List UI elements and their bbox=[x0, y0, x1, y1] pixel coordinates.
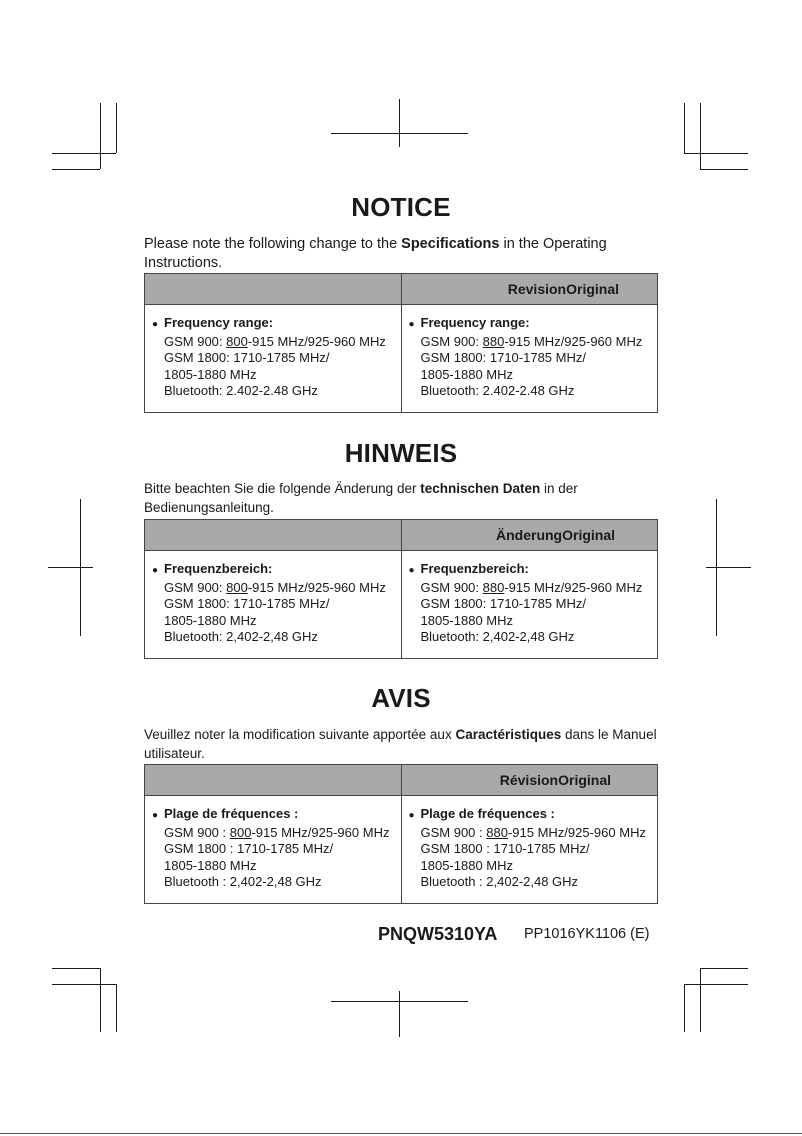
spec-change-table bbox=[144, 519, 658, 659]
gsm900-line: GSM 900: 880-915 MHz/925-960 MHz bbox=[420, 579, 643, 595]
bluetooth-line: Bluetooth: 2.402-2.48 GHz bbox=[164, 383, 318, 398]
original-spec-cell bbox=[401, 551, 658, 659]
spec-title: Frequency range: bbox=[164, 315, 274, 330]
crop-mark-bottom-left-h bbox=[52, 968, 100, 969]
bullet-dot-icon: ● bbox=[408, 565, 415, 576]
spec-change-table bbox=[144, 764, 658, 904]
changed-value: 880 bbox=[482, 333, 505, 349]
gsm1800-cont-line: 1805-1880 MHz bbox=[420, 612, 513, 628]
print-reference: PP1016YK1106 (E) bbox=[524, 926, 650, 942]
table-header bbox=[401, 520, 658, 551]
intro-bold-term: Specifications bbox=[401, 236, 500, 252]
gsm1800-line: GSM 1800: 1710-1785 MHz/ bbox=[420, 596, 586, 611]
original-spec-cell bbox=[401, 796, 658, 904]
changed-value: 880 bbox=[486, 824, 508, 840]
table-header-blank bbox=[145, 274, 402, 305]
page-bottom-edge bbox=[0, 1133, 802, 1134]
bluetooth-line: Bluetooth: 2.402-2.48 GHz bbox=[420, 383, 575, 398]
document-code: PNQW5310YA bbox=[378, 924, 498, 944]
table-header-blank bbox=[145, 520, 402, 551]
changed-value: 880 bbox=[482, 579, 505, 595]
crop-mark-bottom-left-h2 bbox=[52, 984, 116, 985]
gsm900-line: GSM 900: 800-915 MHz/925-960 MHz bbox=[164, 333, 386, 349]
bullet-dot-icon: ● bbox=[408, 810, 415, 821]
crop-mark-bottom-left-v2 bbox=[116, 984, 117, 1032]
revised-spec-cell bbox=[145, 796, 402, 904]
register-mark-left-v bbox=[80, 499, 81, 636]
intro-text-end: in the Operating Instructions. bbox=[144, 236, 607, 271]
table-header-blank bbox=[145, 765, 402, 796]
crop-mark-top-left-h2 bbox=[52, 169, 100, 170]
bluetooth-line: Bluetooth : 2,402-2,48 GHz bbox=[164, 874, 322, 889]
intro-text: Please note the following change to the bbox=[144, 236, 402, 252]
gsm1800-cont-line: 1805-1880 MHz bbox=[420, 366, 513, 382]
crop-mark-top-right-h bbox=[684, 153, 748, 154]
changed-value: 800 bbox=[226, 333, 248, 349]
register-mark-top-v bbox=[399, 99, 400, 147]
section-heading: NOTICE bbox=[351, 192, 451, 222]
register-mark-bottom-v bbox=[399, 991, 400, 1037]
crop-mark-bottom-right-v2 bbox=[700, 968, 701, 1032]
crop-mark-top-left-h bbox=[52, 153, 116, 154]
gsm900-line: GSM 900 : 880-915 MHz/925-960 MHz bbox=[420, 824, 646, 840]
bluetooth-line: Bluetooth : 2,402-2,48 GHz bbox=[420, 874, 579, 889]
bluetooth-line: Bluetooth: 2,402-2,48 GHz bbox=[420, 629, 575, 644]
bullet-dot-icon: ● bbox=[152, 319, 159, 330]
intro-text-end: in der Bedienungsanleitung. bbox=[144, 481, 578, 515]
intro-text-end: dans le Manuel utilisateur. bbox=[144, 727, 657, 761]
bullet-dot-icon: ● bbox=[152, 565, 159, 576]
revised-spec-cell bbox=[145, 551, 402, 659]
spec-title: Frequency range: bbox=[420, 315, 530, 330]
gsm1800-line: GSM 1800: 1710-1785 MHz/ bbox=[164, 350, 330, 365]
bullet-dot-icon: ● bbox=[408, 319, 415, 330]
revision-original-label: RévisionOriginal bbox=[499, 772, 611, 788]
revision-original-label: ÄnderungOriginal bbox=[496, 527, 615, 543]
spec-title: Plage de fréquences : bbox=[164, 806, 299, 821]
gsm1800-cont-line: 1805-1880 MHz bbox=[164, 857, 257, 873]
register-mark-right-v bbox=[716, 499, 717, 636]
spec-change-table bbox=[144, 273, 658, 413]
gsm1800-cont-line: 1805-1880 MHz bbox=[164, 366, 257, 382]
crop-mark-top-right-v2 bbox=[700, 103, 701, 169]
intro-text: Bitte beachten Sie die folgende Änderung der bbox=[144, 481, 421, 496]
intro-bold-term: technischen Daten bbox=[420, 481, 541, 496]
revised-spec-cell bbox=[145, 305, 402, 413]
section-intro bbox=[144, 235, 658, 273]
gsm1800-line: GSM 1800 : 1710-1785 MHz/ bbox=[420, 841, 590, 856]
section-intro bbox=[144, 479, 658, 517]
register-mark-right-h bbox=[706, 567, 751, 568]
spec-title: Frequenzbereich: bbox=[420, 561, 529, 576]
gsm1800-line: GSM 1800 : 1710-1785 MHz/ bbox=[164, 841, 334, 856]
gsm1800-cont-line: 1805-1880 MHz bbox=[420, 857, 513, 873]
spec-title: Frequenzbereich: bbox=[164, 561, 273, 576]
section-heading: HINWEIS bbox=[344, 438, 458, 468]
gsm1800-line: GSM 1800: 1710-1785 MHz/ bbox=[420, 350, 586, 365]
crop-mark-top-left-v2 bbox=[116, 103, 117, 153]
bluetooth-line: Bluetooth: 2,402-2,48 GHz bbox=[164, 629, 318, 644]
crop-mark-bottom-right-h bbox=[700, 968, 748, 969]
table-header bbox=[401, 274, 658, 305]
section-intro bbox=[144, 725, 658, 763]
intro-text: Veuillez noter la modification suivante apportée aux bbox=[144, 727, 456, 742]
register-mark-left-h bbox=[48, 567, 93, 568]
intro-bold-term: Caractéristiques bbox=[455, 727, 562, 742]
gsm900-line: GSM 900: 800-915 MHz/925-960 MHz bbox=[164, 579, 386, 595]
crop-mark-bottom-left-v bbox=[100, 968, 101, 1032]
crop-mark-top-left-v bbox=[100, 103, 101, 169]
crop-mark-top-right-v bbox=[684, 103, 685, 153]
gsm1800-cont-line: 1805-1880 MHz bbox=[164, 612, 257, 628]
changed-value: 800 bbox=[229, 824, 252, 840]
revision-original-label: RevisionOriginal bbox=[507, 281, 619, 297]
spec-title: Plage de fréquences : bbox=[420, 806, 555, 821]
crop-mark-bottom-right-h2 bbox=[684, 984, 748, 985]
gsm900-line: GSM 900 : 800-915 MHz/925-960 MHz bbox=[164, 824, 390, 840]
crop-mark-top-right-h2 bbox=[700, 169, 748, 170]
table-header bbox=[401, 765, 658, 796]
gsm1800-line: GSM 1800: 1710-1785 MHz/ bbox=[164, 596, 330, 611]
bullet-dot-icon: ● bbox=[152, 810, 159, 821]
crop-mark-bottom-right-v bbox=[684, 984, 685, 1032]
original-spec-cell bbox=[401, 305, 658, 413]
changed-value: 800 bbox=[226, 579, 248, 595]
gsm900-line: GSM 900: 880-915 MHz/925-960 MHz bbox=[420, 333, 643, 349]
section-heading: AVIS bbox=[371, 683, 431, 713]
